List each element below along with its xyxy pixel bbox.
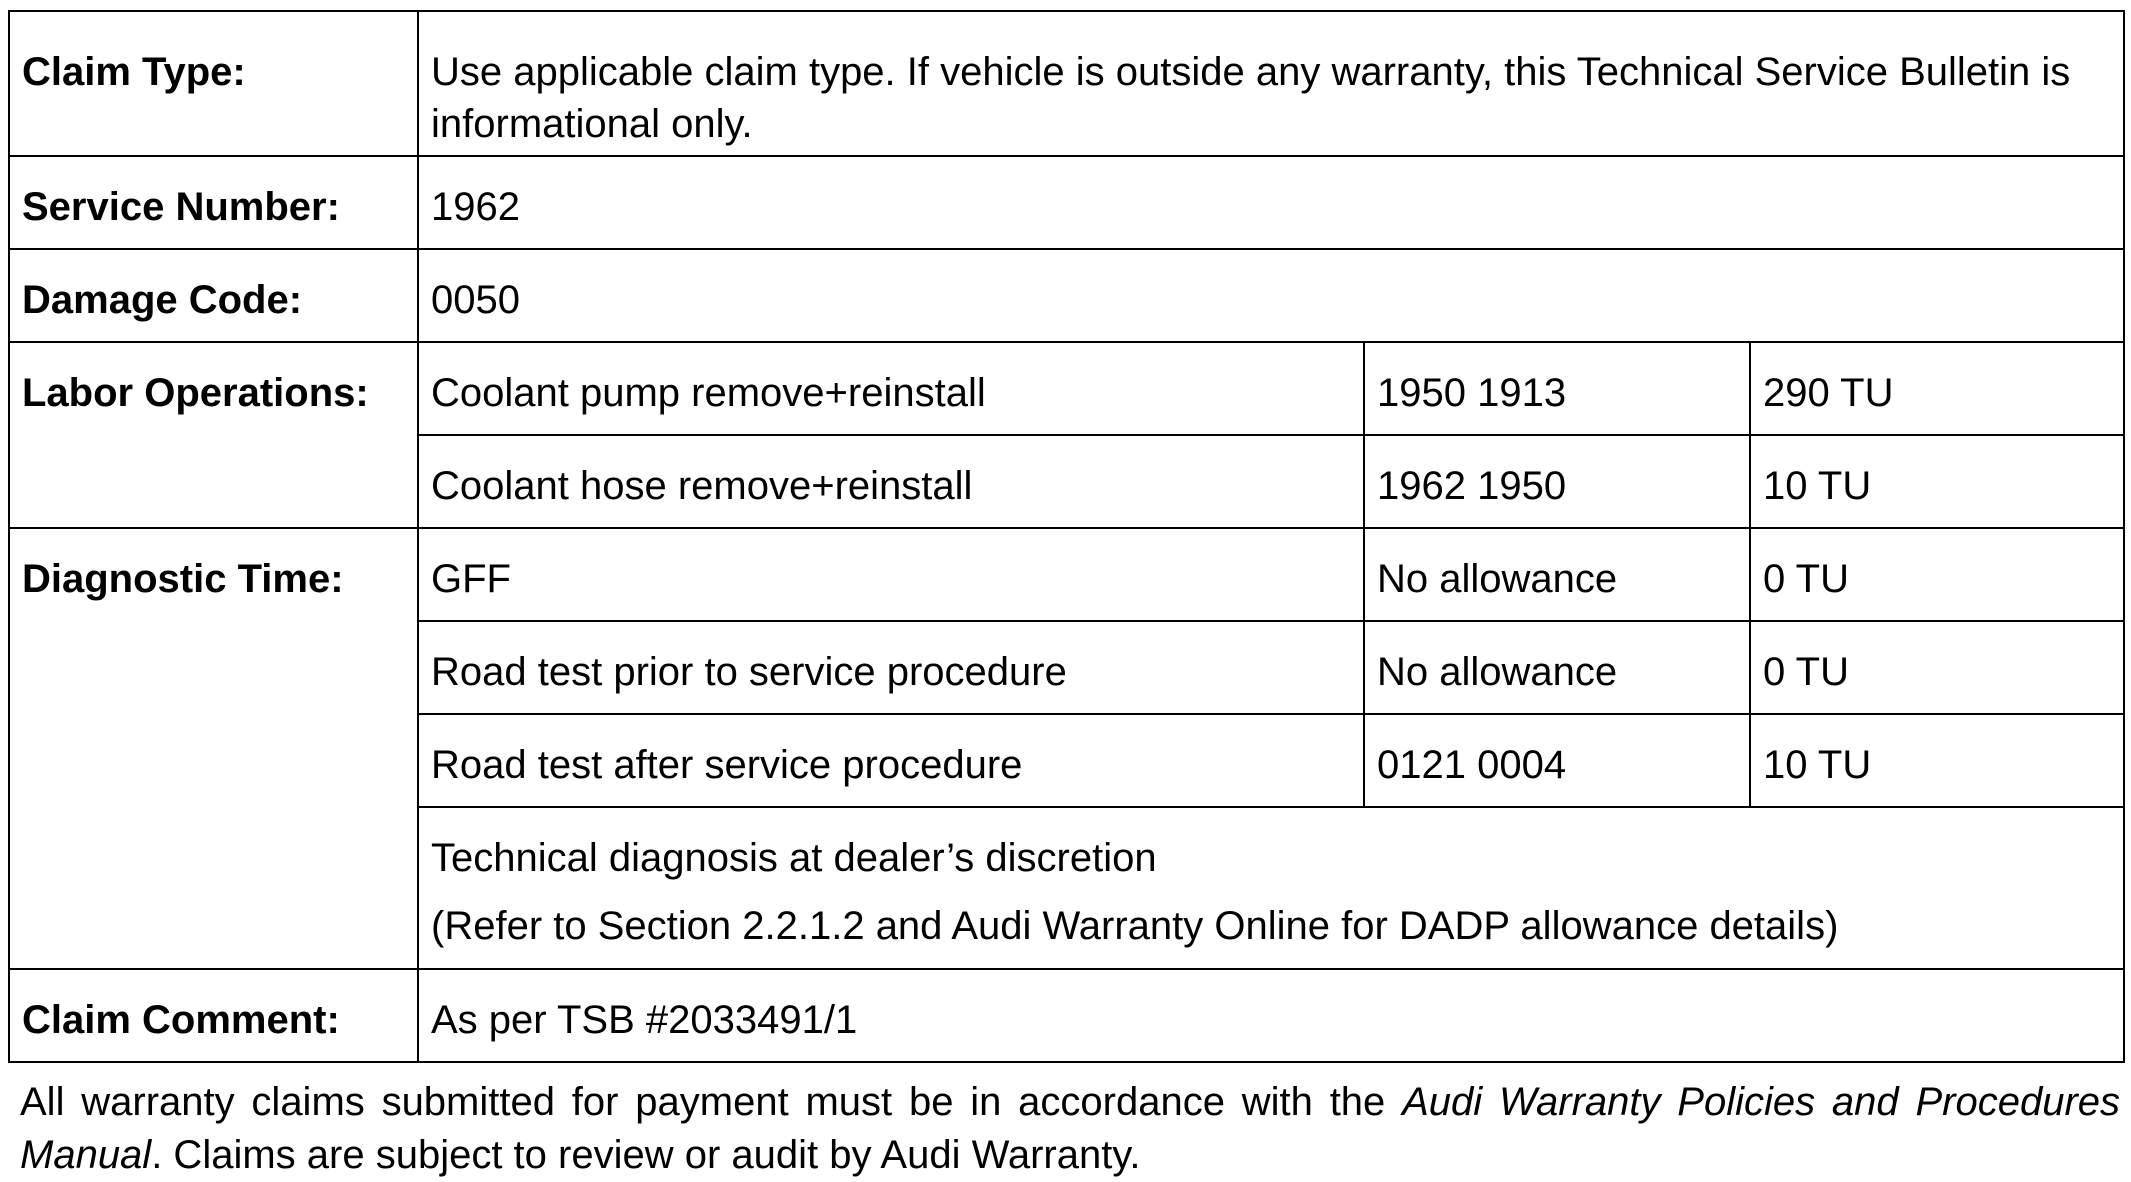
manual-title: Audi Warranty Policies and Procedures Manual (20, 1080, 2121, 1177)
service-number-row (9, 156, 2124, 249)
diagnostic-time: 0 TU (1750, 621, 2124, 714)
diagnostic-time: 10 TU (1750, 714, 2124, 807)
table-row (9, 342, 2124, 435)
warranty-claim-table (8, 10, 2125, 1063)
damage-code-row (9, 249, 2124, 342)
damage-code-value: 0050 (418, 249, 2124, 342)
technical-diagnosis-note (418, 807, 2124, 969)
footer-text-after: . Claims are subject to review or audit by Audi Warranty. (151, 1133, 1141, 1177)
claim-comment-row (9, 969, 2124, 1062)
diagnostic-description: Road test prior to service procedure (418, 621, 1364, 714)
labor-operations-label: Labor Operations: (9, 342, 418, 528)
service-number-label: Service Number: (9, 156, 418, 249)
labor-op-code: 1962 1950 (1364, 435, 1750, 528)
labor-op-time: 290 TU (1750, 342, 2124, 435)
labor-op-description: Coolant hose remove+reinstall (418, 435, 1364, 528)
claim-comment-value: As per TSB #2033491/1 (418, 969, 2124, 1062)
diagnostic-code: No allowance (1364, 528, 1750, 621)
diagnostic-code: No allowance (1364, 621, 1750, 714)
warranty-footer-note (20, 1076, 2120, 1182)
service-number-value: 1962 (418, 156, 2124, 249)
technical-diagnosis-line: Technical diagnosis at dealer’s discretion (431, 836, 1157, 880)
diagnostic-code: 0121 0004 (1364, 714, 1750, 807)
claim-type-value: Use applicable claim type. If vehicle is outside any warranty, this Technical Service Bulletin is informational only. (418, 11, 2124, 156)
diagnostic-description: Road test after service procedure (418, 714, 1364, 807)
claim-type-label: Claim Type: (9, 11, 418, 156)
table-row (9, 528, 2124, 621)
dadp-reference-line: (Refer to Section 2.2.1.2 and Audi Warranty Online for DADP allowance details) (431, 904, 1839, 948)
labor-op-time: 10 TU (1750, 435, 2124, 528)
labor-op-code: 1950 1913 (1364, 342, 1750, 435)
claim-comment-label: Claim Comment: (9, 969, 418, 1062)
claim-type-row (9, 11, 2124, 156)
labor-op-description: Coolant pump remove+reinstall (418, 342, 1364, 435)
footer-text-before: All warranty claims submitted for payment must be in accordance with the (20, 1080, 1403, 1124)
diagnostic-description: GFF (418, 528, 1364, 621)
damage-code-label: Damage Code: (9, 249, 418, 342)
diagnostic-time: 0 TU (1750, 528, 2124, 621)
diagnostic-time-label: Diagnostic Time: (9, 528, 418, 969)
